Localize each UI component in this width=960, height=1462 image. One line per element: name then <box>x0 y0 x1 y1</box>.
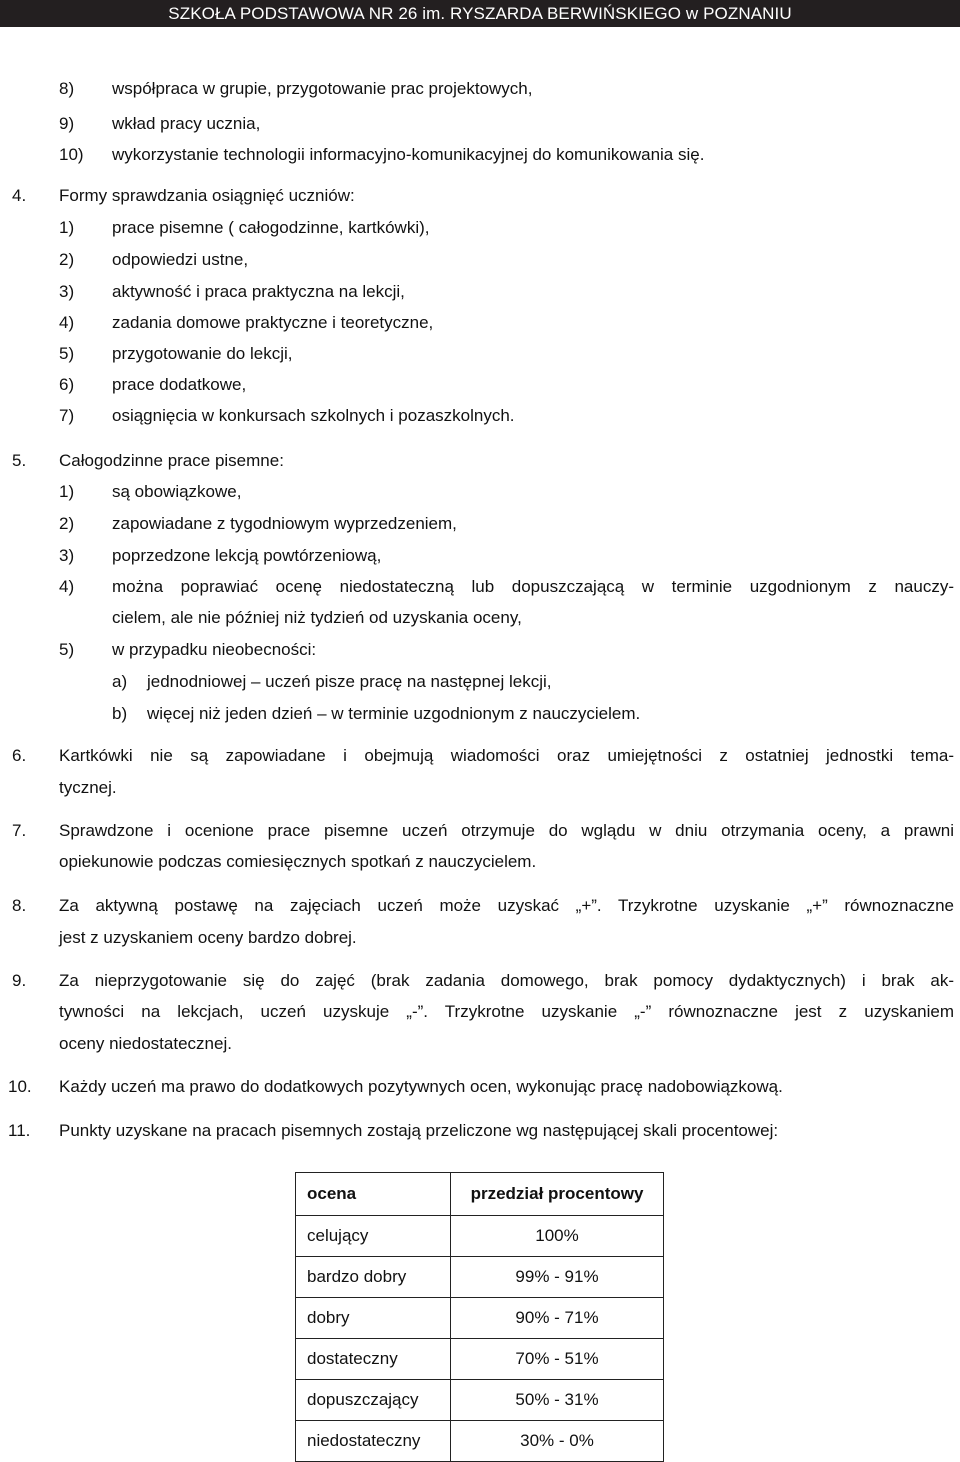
sub-item-letter: a) <box>112 672 128 691</box>
list-item: poprzedzone lekcją powtórzeniową, <box>112 546 382 565</box>
section-9-number: 9. <box>12 971 27 990</box>
list-item-number: 7) <box>59 406 75 425</box>
section-6-line: tycznej. <box>59 778 117 797</box>
table-row <box>296 1257 664 1298</box>
table-header-grade: ocena <box>296 1173 451 1216</box>
section-5-number: 5. <box>12 451 27 470</box>
range-cell: 70% - 51% <box>451 1339 664 1380</box>
list-item: w przypadku nieobecności: <box>112 640 317 659</box>
list-item-line: można poprawiać ocenę niedostateczną lub dopuszczającą w terminie uzgodnionym z nauczy- <box>112 577 954 596</box>
section-5-title: Całogodzinne prace pisemne: <box>59 451 284 470</box>
table-row <box>296 1380 664 1421</box>
list-item: odpowiedzi ustne, <box>112 250 249 269</box>
list-item: są obowiązkowe, <box>112 482 242 501</box>
list-item-number: 5) <box>59 344 75 363</box>
list-item: zadania domowe praktyczne i teoretyczne, <box>112 313 434 332</box>
school-name: SZKOŁA PODSTAWOWA NR 26 im. RYSZARDA BERWIŃSKIEGO w POZNANIU <box>168 4 792 23</box>
grade-cell: bardzo dobry <box>296 1257 451 1298</box>
section-8-line: jest z uzyskaniem oceny bardzo dobrej. <box>59 928 357 947</box>
list-item: osiągnięcia w konkursach szkolnych i pozaszkolnych. <box>112 406 515 425</box>
list-item: wkład pracy ucznia, <box>112 114 261 133</box>
section-9-line: tywności na lekcjach, uczeń uzyskuje „-”. Trzykrotne uzyskanie „-” równoznaczne jest z uzyskaniem <box>59 1002 954 1021</box>
section-10-text: Każdy uczeń ma prawo do dodatkowych pozytywnych ocen, wykonując pracę nadobowiązkową. <box>59 1077 783 1096</box>
section-10-number: 10. <box>8 1077 32 1096</box>
section-8-number: 8. <box>12 896 27 915</box>
list-item: współpraca w grupie, przygotowanie prac projektowych, <box>112 79 533 98</box>
grading-scale-table <box>295 1172 664 1462</box>
table-row <box>296 1216 664 1257</box>
table-row <box>296 1339 664 1380</box>
grade-cell: niedostateczny <box>296 1421 451 1462</box>
sub-item: więcej niż jeden dzień – w terminie uzgodnionym z nauczycielem. <box>147 704 641 723</box>
list-item: prace dodatkowe, <box>112 375 247 394</box>
list-item-number: 10) <box>59 145 84 164</box>
section-9-line: Za nieprzygotowanie się do zajęć (brak zadania domowego, brak pomocy dydaktycznych) i brak ak- <box>59 971 954 990</box>
section-6-line: Kartkówki nie są zapowiadane i obejmują wiadomości oraz umiejętności z ostatniej jednostki tema- <box>59 746 954 765</box>
list-item-number: 9) <box>59 114 75 133</box>
grade-cell: dopuszczający <box>296 1380 451 1421</box>
list-item-number: 3) <box>59 546 75 565</box>
list-item-number: 1) <box>59 482 75 501</box>
list-item-number: 8) <box>59 79 75 98</box>
list-item: wykorzystanie technologii informacyjno-komunikacyjnej do komunikowania się. <box>112 145 705 164</box>
table-row <box>296 1421 664 1462</box>
range-cell: 99% - 91% <box>451 1257 664 1298</box>
list-item-number: 3) <box>59 282 75 301</box>
list-item-number: 5) <box>59 640 75 659</box>
section-7-line: opiekunowie podczas comiesięcznych spotkań z nauczycielem. <box>59 852 537 871</box>
list-item-number: 2) <box>59 250 75 269</box>
range-cell: 50% - 31% <box>451 1380 664 1421</box>
grade-cell: celujący <box>296 1216 451 1257</box>
grade-cell: dostateczny <box>296 1339 451 1380</box>
sub-item-letter: b) <box>112 704 128 723</box>
table-header-row <box>296 1173 664 1216</box>
table-row <box>296 1298 664 1339</box>
section-7-line: Sprawdzone i ocenione prace pisemne uczeń otrzymuje do wglądu w dniu otrzymania oceny, a prawni <box>59 821 954 840</box>
list-item: aktywność i praca praktyczna na lekcji, <box>112 282 405 301</box>
range-cell: 30% - 0% <box>451 1421 664 1462</box>
list-item-number: 4) <box>59 577 75 596</box>
section-8-line: Za aktywną postawę na zajęciach uczeń może uzyskać „+”. Trzykrotne uzyskanie „+” równoznaczne <box>59 896 954 915</box>
section-6-number: 6. <box>12 746 27 765</box>
page-header <box>0 0 960 27</box>
list-item: zapowiadane z tygodniowym wyprzedzeniem, <box>112 514 457 533</box>
list-item-number: 6) <box>59 375 75 394</box>
section-11-number: 11. <box>8 1121 31 1140</box>
section-9-line: oceny niedostatecznej. <box>59 1034 232 1053</box>
list-item: przygotowanie do lekcji, <box>112 344 293 363</box>
list-item-line: cielem, ale nie później niż tydzień od uzyskania oceny, <box>112 608 522 627</box>
table-header-range: przedział procentowy <box>451 1173 664 1216</box>
section-7-number: 7. <box>12 821 27 840</box>
section-4-number: 4. <box>12 186 27 205</box>
list-item: prace pisemne ( całogodzinne, kartkówki), <box>112 218 430 237</box>
list-item-number: 1) <box>59 218 75 237</box>
range-cell: 100% <box>451 1216 664 1257</box>
grade-cell: dobry <box>296 1298 451 1339</box>
section-4-title: Formy sprawdzania osiągnięć uczniów: <box>59 186 355 205</box>
sub-item: jednodniowej – uczeń pisze pracę na następnej lekcji, <box>147 672 552 691</box>
list-item-number: 2) <box>59 514 75 533</box>
section-11-text: Punkty uzyskane na pracach pisemnych zostają przeliczone wg następującej skali procentowej: <box>59 1121 779 1140</box>
list-item-number: 4) <box>59 313 75 332</box>
range-cell: 90% - 71% <box>451 1298 664 1339</box>
